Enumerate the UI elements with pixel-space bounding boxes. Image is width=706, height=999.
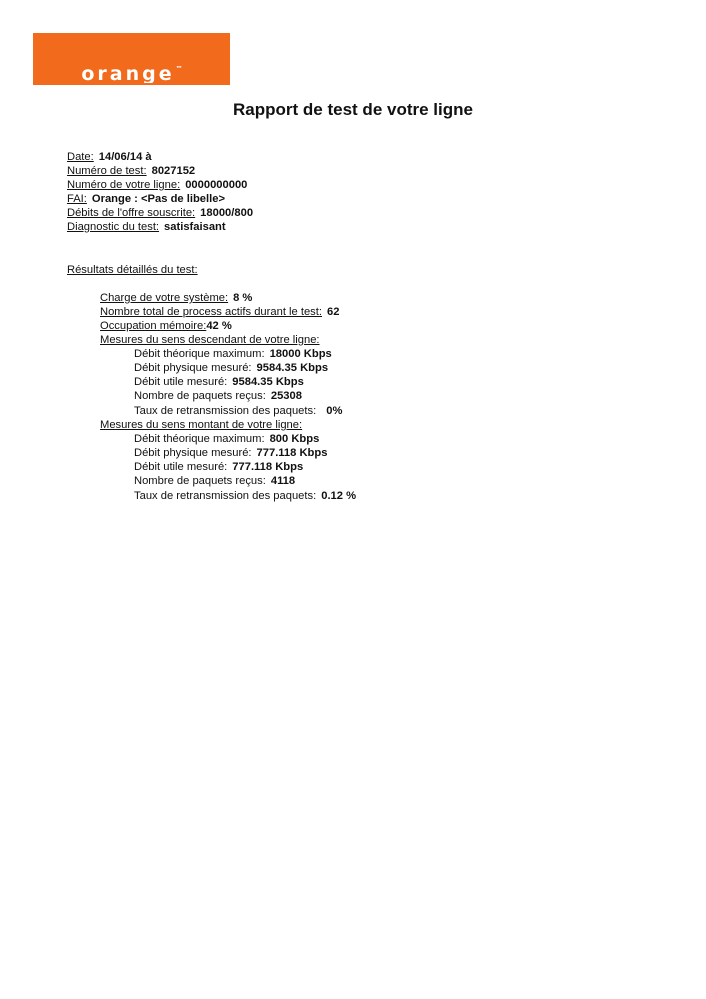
orange-logo (33, 33, 230, 85)
upstream-useful-rate-value: 777.118 Kbps (232, 461, 304, 473)
summary-diagnostic-row (67, 220, 226, 234)
process-count-value: 62 (327, 306, 340, 318)
downstream-useful-rate-row (134, 375, 304, 389)
summary-line-number-row (67, 178, 247, 192)
process-count-row (100, 305, 339, 319)
downstream-heading-label: Mesures du sens descendant de votre ligne: (100, 334, 320, 346)
memory-usage-row (100, 319, 232, 333)
upstream-heading (100, 418, 302, 432)
summary-diagnostic-value: satisfaisant (164, 221, 226, 233)
summary-test-number-value: 8027152 (151, 165, 196, 177)
summary-date-label: Date: (67, 151, 94, 163)
memory-usage-value: 42 % (206, 320, 232, 332)
upstream-packets-row (134, 474, 295, 488)
results-heading-label: Résultats détaillés du test: (67, 264, 198, 276)
upstream-retransmission-row (134, 489, 356, 503)
summary-test-number-row (67, 164, 195, 178)
system-load-label: Charge de votre système: (100, 292, 229, 304)
memory-usage-label: Occupation mémoire: (100, 320, 207, 332)
upstream-useful-rate-label: Débit utile mesuré: (134, 461, 228, 473)
downstream-useful-rate-value: 9584.35 Kbps (232, 376, 304, 388)
downstream-useful-rate-label: Débit utile mesuré: (134, 376, 228, 388)
upstream-retransmission-value: 0.12 % (321, 490, 357, 502)
downstream-retransmission-label: Taux de retransmission des paquets: (134, 405, 317, 417)
upstream-physical-rate-label: Débit physique mesuré: (134, 447, 252, 459)
upstream-packets-value: 4118 (270, 475, 296, 487)
upstream-max-rate-value: 800 Kbps (269, 433, 320, 445)
summary-date-row (67, 150, 152, 164)
downstream-physical-rate-label: Débit physique mesuré: (134, 362, 252, 374)
summary-isp-row (67, 192, 225, 206)
downstream-physical-rate-row (134, 361, 328, 375)
orange-logo-wordmark (39, 65, 225, 83)
summary-subscribed-rates-label: Débits de l'offre souscrite: (67, 207, 196, 219)
upstream-physical-rate-row (134, 446, 327, 460)
system-load-value: 8 % (233, 292, 253, 304)
upstream-heading-label: Mesures du sens montant de votre ligne: (100, 419, 303, 431)
summary-diagnostic-label: Diagnostic du test: (67, 221, 160, 233)
downstream-packets-value: 25308 (270, 390, 302, 402)
page-title: Rapport de test de votre ligne (233, 100, 473, 119)
logo-text: orange (81, 65, 175, 83)
summary-line-number-value: 0000000000 (185, 179, 248, 191)
summary-subscribed-rates-value: 18000/800 (200, 207, 254, 219)
upstream-max-rate-row (134, 432, 319, 446)
summary-test-number-label: Numéro de test: (67, 165, 147, 177)
upstream-useful-rate-row (134, 460, 303, 474)
upstream-max-rate-label: Débit théorique maximum: (134, 433, 265, 445)
downstream-heading (100, 333, 320, 347)
downstream-max-rate-label: Débit théorique maximum: (134, 348, 265, 360)
downstream-packets-row (134, 389, 302, 403)
summary-date-value: 14/06/14 à (98, 151, 152, 163)
system-load-row (100, 291, 252, 305)
upstream-physical-rate-value: 777.118 Kbps (256, 447, 328, 459)
downstream-retransmission-row (134, 404, 342, 418)
downstream-max-rate-value: 18000 Kbps (269, 348, 332, 360)
upstream-retransmission-label: Taux de retransmission des paquets: (134, 490, 317, 502)
downstream-packets-label: Nombre de paquets reçus: (134, 390, 266, 402)
logo-trademark: ™ (175, 65, 183, 73)
results-heading (67, 263, 198, 277)
downstream-max-rate-row (134, 347, 332, 361)
summary-subscribed-rates-row (67, 206, 253, 220)
downstream-retransmission-value: 0% (326, 405, 343, 417)
downstream-physical-rate-value: 9584.35 Kbps (256, 362, 329, 374)
summary-isp-value: Orange : <Pas de libelle> (91, 193, 225, 205)
summary-line-number-label: Numéro de votre ligne: (67, 179, 181, 191)
upstream-packets-label: Nombre de paquets reçus: (134, 475, 266, 487)
summary-isp-label: FAI: (67, 193, 87, 205)
process-count-label: Nombre total de process actifs durant le test: (100, 306, 322, 318)
